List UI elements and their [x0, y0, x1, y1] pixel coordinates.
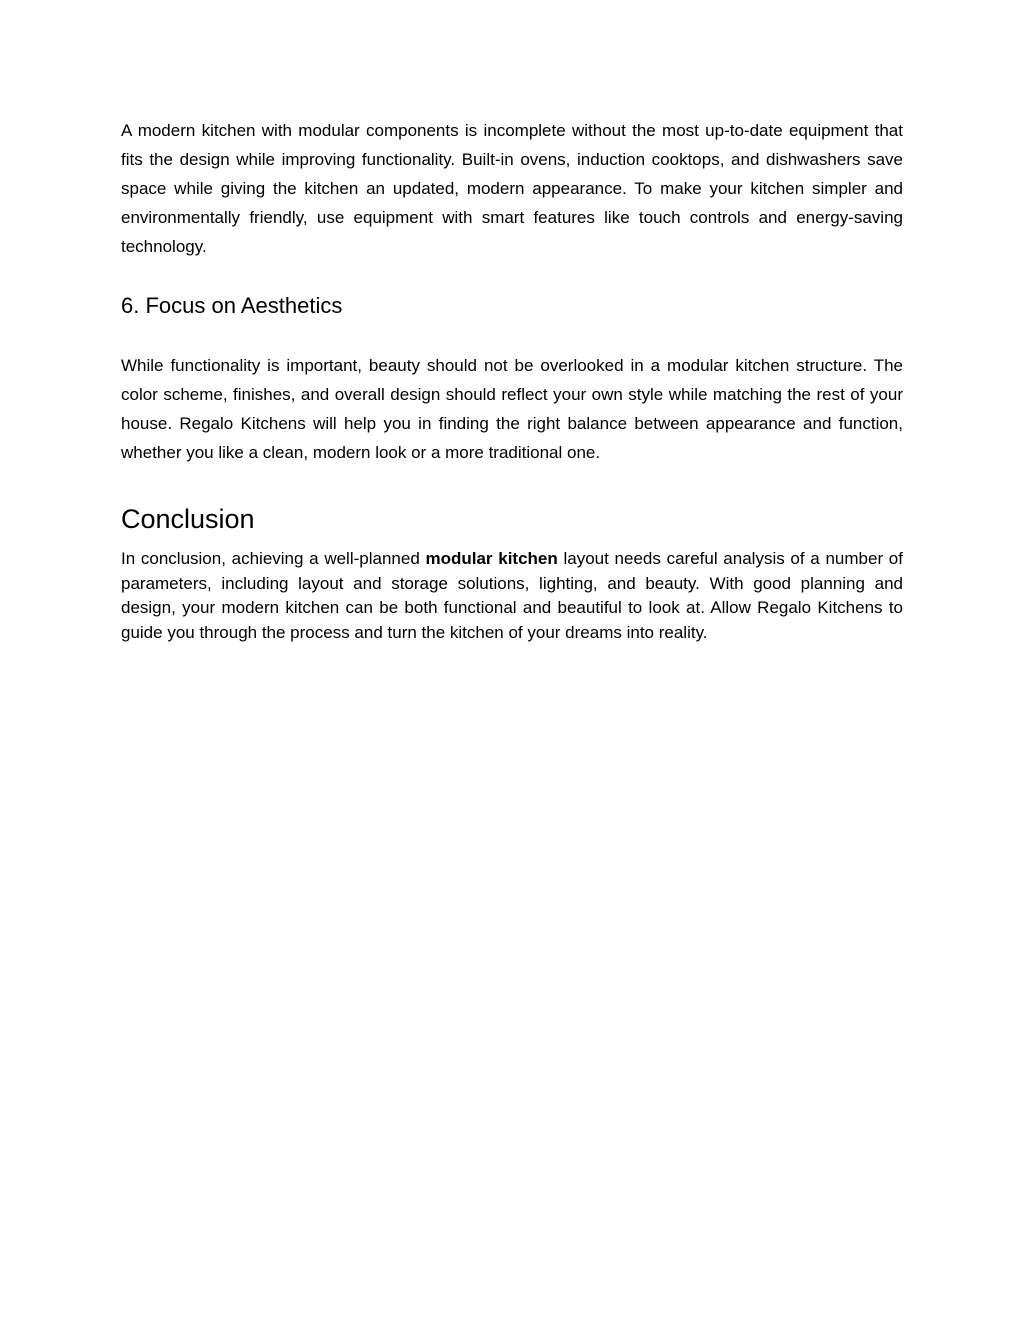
intro-paragraph: A modern kitchen with modular components is incomplete without the most up-to-date equipment that fits the design while improving functionality. Built-in ovens, induction cooktops, and dishwashers save space while giving the kitchen an updated, modern appearance. To make your kitchen simpler and environmentally friendly, use equipment with smart features like touch controls and energy-saving technology. — [121, 121, 903, 256]
aesthetics-paragraph: While functionality is important, beauty should not be overlooked in a modular kitchen structure. The color scheme, finishes, and overall design should reflect your own style while matching the rest of your house. Regalo Kitchens will help you in finding the right balance between appearance and function, whether you like a clean, modern look or a more traditional one. — [121, 356, 903, 462]
conclusion-heading: Conclusion — [121, 504, 255, 534]
conclusion-bold-keyword: modular kitchen — [425, 549, 558, 568]
conclusion-text-end: layout needs careful analysis of a number of parameters, including layout and storage solutions, lighting, and beauty. With good planning and design, your modern kitchen can be both functional and beautiful to look at. Allow Regalo Kitchens to guide you through the process and turn the kitchen of your dreams into reality. — [121, 549, 903, 642]
conclusion-paragraph — [121, 547, 903, 645]
document-page — [121, 114, 903, 645]
aesthetics-heading: 6. Focus on Aesthetics — [121, 293, 343, 318]
conclusion-text-start: In conclusion, achieving a well-planned — [121, 549, 426, 568]
